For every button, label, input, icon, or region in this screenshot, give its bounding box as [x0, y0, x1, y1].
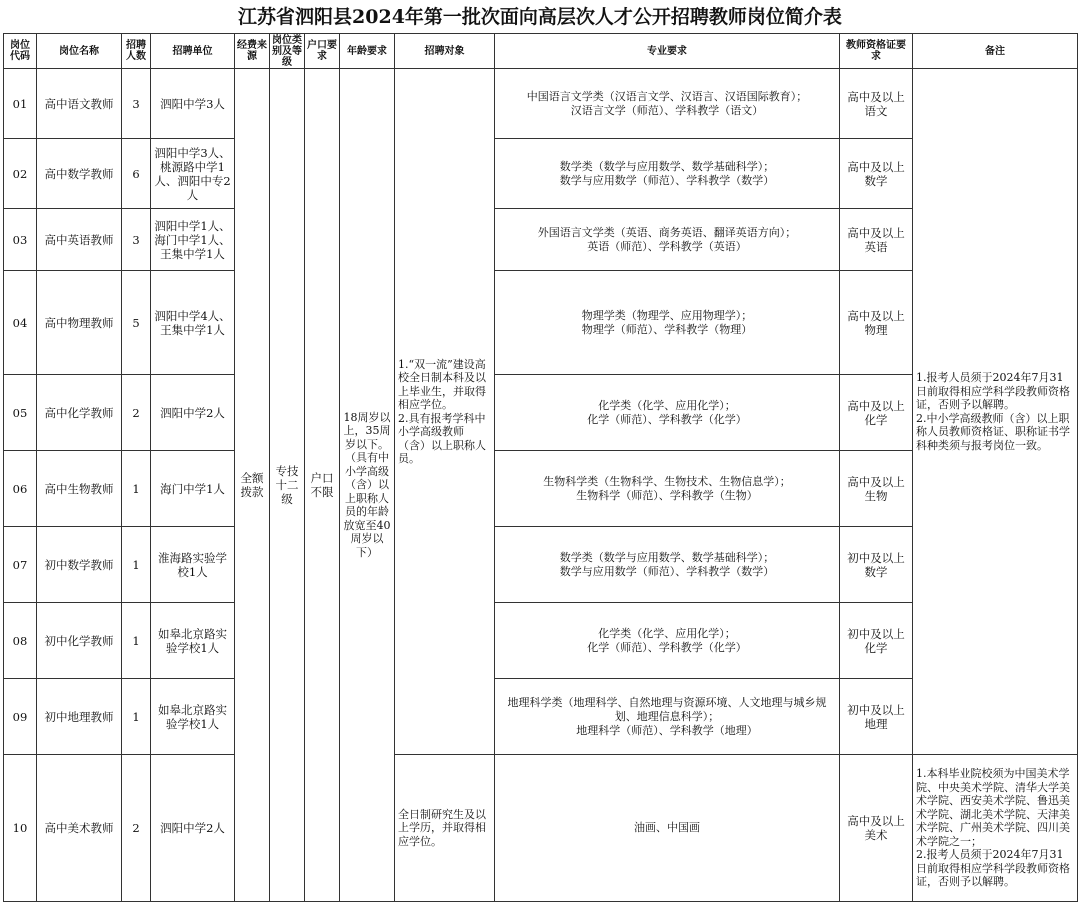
cert-level: 高中及以上 [847, 474, 905, 489]
cell-cert [840, 271, 913, 375]
cell-code: 04 [4, 271, 37, 375]
cert-level: 高中及以上 [847, 159, 905, 174]
cell-major: 数学类（数学与应用数学、数学基础科学）； 数学与应用数学（师范）、学科教学（数学） [495, 139, 840, 209]
cell-cert [840, 69, 913, 139]
cell-count: 3 [122, 209, 151, 271]
cell-name: 高中语文教师 [37, 69, 122, 139]
cell-cert [840, 679, 913, 755]
cell-cert [840, 603, 913, 679]
cell-name: 高中美术教师 [37, 755, 122, 902]
cell-unit: 泗阳中学2人 [151, 755, 235, 902]
cell-unit: 海门中学1人 [151, 451, 235, 527]
cell-unit: 淮海路实验学校1人 [151, 527, 235, 603]
header-target: 招聘对象 [395, 34, 495, 69]
cell-name: 高中物理教师 [37, 271, 122, 375]
cell-name: 高中化学教师 [37, 375, 122, 451]
cell-major: 物理学类（物理学、应用物理学）； 物理学（师范）、学科教学（物理） [495, 271, 840, 375]
cert-level: 初中及以上 [847, 702, 905, 717]
cert-subject: 物理 [864, 322, 888, 337]
cert-level: 初中及以上 [847, 550, 905, 565]
cert-subject: 生物 [864, 488, 888, 503]
cell-cert [840, 755, 913, 902]
cert-level: 高中及以上 [847, 89, 905, 104]
cell-major: 生物科学类（生物科学、生物技术、生物信息学）； 生物科学（师范）、学科教学（生物） [495, 451, 840, 527]
cert-level: 初中及以上 [847, 626, 905, 641]
cell-note: 1.本科毕业院校须为中国美术学院、中央美术学院、清华大学美术学院、西安美术学院、鲁迅美术学院、湖北美术学院、天津美术学院、广州美术学院、四川美术学院之一； 2.报考人员须于2024年7月31日前取得相应学科学段教师资格证，否则予以解聘。 [913, 755, 1078, 902]
cell-count: 1 [122, 451, 151, 527]
cert-level: 高中及以上 [847, 398, 905, 413]
cert-level: 高中及以上 [847, 308, 905, 323]
cell-unit: 如皋北京路实验学校1人 [151, 679, 235, 755]
cell-cert [840, 451, 913, 527]
cell-major: 数学类（数学与应用数学、数学基础科学）； 数学与应用数学（师范）、学科教学（数学） [495, 527, 840, 603]
cell-code: 06 [4, 451, 37, 527]
header-count: 招聘人数 [122, 34, 151, 69]
header-unit: 招聘单位 [151, 34, 235, 69]
cert-subject: 美术 [864, 828, 888, 842]
cell-count: 1 [122, 603, 151, 679]
cell-name: 高中数学教师 [37, 139, 122, 209]
cell-major: 化学类（化学、应用化学）； 化学（师范）、学科教学（化学） [495, 375, 840, 451]
cell-unit: 泗阳中学2人 [151, 375, 235, 451]
header-hukou: 户口要求 [305, 34, 340, 69]
table-row [4, 755, 1078, 902]
cell-fund: 全额拨款 [235, 69, 270, 902]
page-title: 江苏省泗阳县2024年第一批次面向高层次人才公开招聘教师岗位简介表 [238, 6, 842, 28]
cell-cert [840, 209, 913, 271]
cert-subject: 数学 [864, 564, 888, 579]
cell-cert [840, 375, 913, 451]
cell-unit: 泗阳中学1人、海门中学1人、王集中学1人 [151, 209, 235, 271]
cert-subject: 地理 [864, 716, 888, 731]
cell-code: 01 [4, 69, 37, 139]
cell-count: 2 [122, 375, 151, 451]
header-note: 备注 [913, 34, 1078, 69]
cell-category: 专技十二级 [270, 69, 305, 902]
cert-subject: 化学 [864, 412, 888, 427]
header-major: 专业要求 [495, 34, 840, 69]
header-cert: 教师资格证要求 [840, 34, 913, 69]
cell-cert [840, 527, 913, 603]
cell-major: 化学类（化学、应用化学）； 化学（师范）、学科教学（化学） [495, 603, 840, 679]
header-name: 岗位名称 [37, 34, 122, 69]
table-row [4, 69, 1078, 139]
cell-code: 03 [4, 209, 37, 271]
positions-table [3, 33, 1078, 902]
cell-age: 18周岁以上，35周岁以下。（具有中小学高级（含）以上职称人员的年龄放宽至40周岁以下） [340, 69, 395, 902]
cell-name: 高中生物教师 [37, 451, 122, 527]
cell-cert [840, 139, 913, 209]
cell-name: 初中化学教师 [37, 603, 122, 679]
cell-code: 10 [4, 755, 37, 902]
cert-subject: 英语 [864, 239, 888, 254]
cell-count: 2 [122, 755, 151, 902]
cell-note: 1.报考人员须于2024年7月31日前取得相应学科学段教师资格证，否则予以解聘。 2.中小学高级教师（含）以上职称人员教师资格证、职称证书学科种类须与报考岗位一致。 [913, 69, 1078, 755]
header-fund: 经费来源 [235, 34, 270, 69]
cell-code: 09 [4, 679, 37, 755]
cell-unit: 泗阳中学3人、桃源路中学1人、泗阳中专2人 [151, 139, 235, 209]
cell-major: 中国语言文学类（汉语言文学、汉语言、汉语国际教育）； 汉语言文学（师范）、学科教学（语文） [495, 69, 840, 139]
cell-unit: 泗阳中学4人、王集中学1人 [151, 271, 235, 375]
cell-count: 5 [122, 271, 151, 375]
header-age: 年龄要求 [340, 34, 395, 69]
cell-unit: 泗阳中学3人 [151, 69, 235, 139]
cell-count: 3 [122, 69, 151, 139]
cert-subject: 数学 [864, 173, 888, 188]
cell-name: 高中英语教师 [37, 209, 122, 271]
header-category: 岗位类别及等级 [270, 34, 305, 69]
cell-code: 05 [4, 375, 37, 451]
cell-hukou: 户口不限 [305, 69, 340, 902]
cell-code: 02 [4, 139, 37, 209]
cell-target: 1.“双一流”建设高校全日制本科及以上毕业生，并取得相应学位。 2.具有报考学科中小学高级教师（含）以上职称人员。 [395, 69, 495, 755]
cell-major: 油画、中国画 [495, 755, 840, 902]
cell-code: 07 [4, 527, 37, 603]
cell-major: 外国语言文学类（英语、商务英语、翻译英语方向）； 英语（师范）、学科教学（英语） [495, 209, 840, 271]
cert-level: 高中及以上 [847, 225, 905, 240]
cert-level: 高中及以上 [847, 814, 905, 828]
cert-subject: 化学 [864, 640, 888, 655]
cert-subject: 语文 [864, 103, 888, 118]
cell-count: 6 [122, 139, 151, 209]
cell-code: 08 [4, 603, 37, 679]
table-header-row [4, 34, 1078, 69]
cell-count: 1 [122, 679, 151, 755]
cell-name: 初中地理教师 [37, 679, 122, 755]
cell-target: 全日制研究生及以上学历，并取得相应学位。 [395, 755, 495, 902]
cell-count: 1 [122, 527, 151, 603]
table-body [4, 69, 1078, 902]
cell-unit: 如皋北京路实验学校1人 [151, 603, 235, 679]
header-code: 岗位代码 [4, 34, 37, 69]
cell-major: 地理科学类（地理科学、自然地理与资源环境、人文地理与城乡规划、地理信息科学）； 地理科学（师范）、学科教学（地理） [495, 679, 840, 755]
cell-name: 初中数学教师 [37, 527, 122, 603]
